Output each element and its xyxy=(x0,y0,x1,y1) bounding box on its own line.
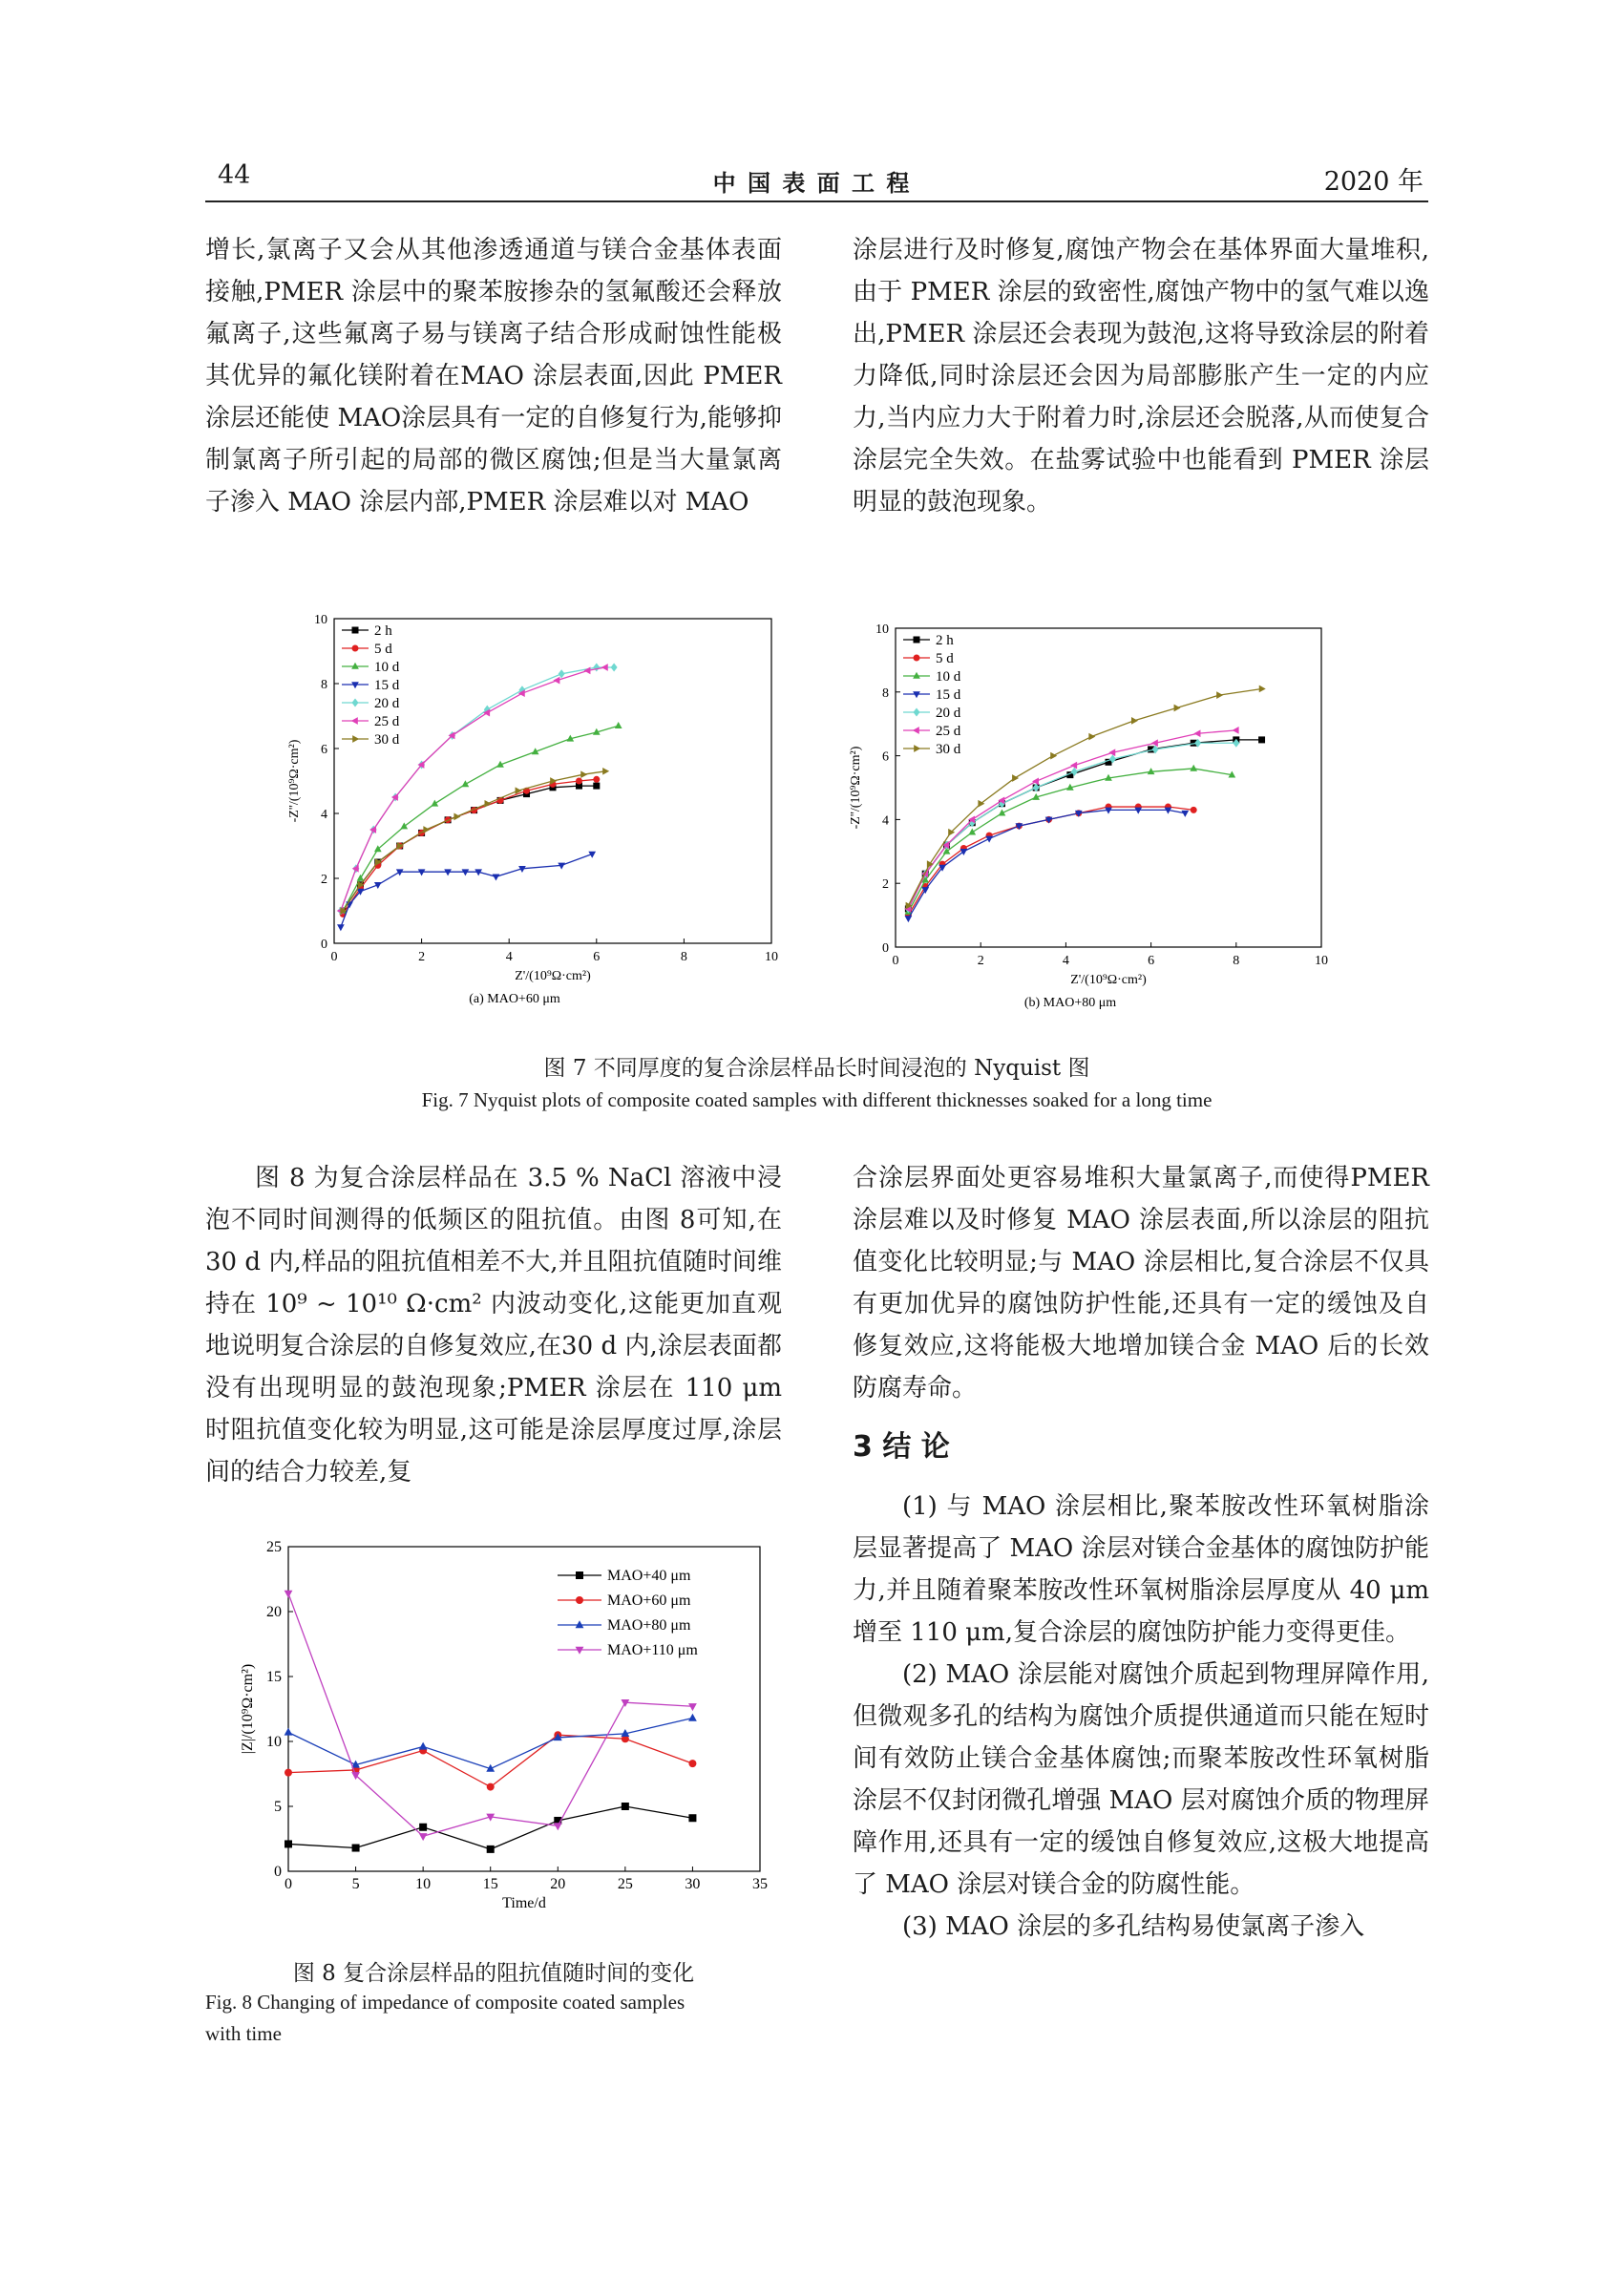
data-point xyxy=(688,1714,697,1721)
y-tick-label: 0 xyxy=(321,938,327,952)
panel-label: (b) MAO+80 μm xyxy=(1023,996,1117,1010)
data-point xyxy=(485,800,492,808)
legend-label: 5 d xyxy=(936,651,954,666)
y-tick-label: 5 xyxy=(274,1799,282,1815)
legend-label: 20 d xyxy=(936,706,961,721)
legend-marker xyxy=(351,663,359,669)
data-point xyxy=(576,778,582,785)
data-point xyxy=(622,1803,629,1810)
x-tick-label: 0 xyxy=(285,1876,292,1892)
legend-marker xyxy=(576,1596,583,1604)
data-point xyxy=(419,1824,427,1831)
y-tick-label: 0 xyxy=(274,1864,282,1880)
data-point xyxy=(285,1591,293,1598)
x-tick-label: 10 xyxy=(1315,954,1328,968)
y-tick-label: 0 xyxy=(882,941,889,956)
panel-label: (a) MAO+60 μm xyxy=(469,992,560,1006)
x-tick-label: 4 xyxy=(505,950,513,964)
x-tick-label: 10 xyxy=(765,950,778,964)
data-point xyxy=(554,1823,562,1830)
impedance-chart xyxy=(220,1537,783,1948)
legend-label: 10 d xyxy=(374,660,400,675)
data-point xyxy=(423,826,430,833)
legend-marker xyxy=(352,735,359,743)
legend-label: MAO+80 μm xyxy=(607,1617,691,1634)
paragraph: 图 8 为复合涂层样品在 3.5 % NaCl 溶液中浸泡不同时间测得的低频区的阻抗值。由图 8可知,在 30 d 内,样品的阻抗值相差不大,并且阻抗值随时间维持在 10⁹ ~ 10¹⁰ Ω·cm² 内波动变化,这能更加直观地说明复合涂层的自修复效应,在30 d 内,涂层表面都没有出现明显的鼓泡现象;PMER 涂层在 110 μm 时阻抗值变化较为明显,这可能是涂层厚度过厚,涂层间的结合力较差,复 xyxy=(205,1164,782,1487)
x-tick-label: 2 xyxy=(418,950,426,964)
data-point xyxy=(337,924,345,931)
legend-label: 20 d xyxy=(374,696,400,711)
data-point xyxy=(462,869,470,875)
conclusion-2: (2) MAO 涂层能对腐蚀介质起到物理屏障作用,但微观多孔的结构为腐蚀介质提供通道而只能在短时间有效防止镁合金基体腐蚀;而聚苯胺改性环氧树脂涂层不仅封闭微孔增强 MAO 层对腐蚀介质的物理屏障作用,还具有一定的缓蚀自修复效应,这极大地提高了 MAO 涂层对镁合金的防腐性能。 xyxy=(853,1660,1429,1899)
legend-label: 30 d xyxy=(374,732,400,748)
y-axis-label: -Z''/(10⁹Ω·cm²) xyxy=(287,739,302,823)
y-tick-label: 2 xyxy=(882,877,889,893)
data-point xyxy=(487,1846,495,1853)
legend-label: 2 h xyxy=(936,633,954,648)
y-tick-label: 4 xyxy=(321,808,327,822)
fig7-caption-cn: 图 7 不同厚度的复合涂层样品长时间浸泡的 Nyquist 图 xyxy=(543,1056,1090,1081)
data-point xyxy=(1131,717,1138,725)
legend-marker xyxy=(351,717,358,725)
legend-label: 2 h xyxy=(374,623,392,639)
data-point xyxy=(285,1840,292,1847)
data-point xyxy=(688,1814,696,1822)
data-point xyxy=(905,916,913,922)
x-tick-label: 10 xyxy=(415,1876,432,1892)
data-point xyxy=(396,869,404,875)
y-tick-label: 10 xyxy=(266,1734,282,1750)
data-point xyxy=(285,1769,292,1777)
legend-label: 25 d xyxy=(374,714,400,729)
data-point xyxy=(688,1760,696,1767)
x-axis-label: Z'/(10⁹Ω·cm²) xyxy=(515,969,591,983)
y-tick-label: 4 xyxy=(882,813,889,829)
x-tick-label: 8 xyxy=(680,950,687,964)
x-axis-label: Time/d xyxy=(502,1895,546,1911)
legend-marker xyxy=(352,645,359,652)
legend-label: MAO+60 μm xyxy=(607,1592,691,1609)
x-tick-label: 6 xyxy=(593,950,601,964)
legend-label: 5 d xyxy=(374,642,392,657)
fig8-caption-cn: 图 8 复合涂层样品的阻抗值随时间的变化 xyxy=(292,1961,695,1986)
data-point xyxy=(352,1845,360,1852)
y-tick-label: 25 xyxy=(266,1539,282,1555)
data-point xyxy=(583,667,590,675)
data-point xyxy=(1070,762,1077,770)
data-point xyxy=(968,829,976,835)
data-point xyxy=(553,677,559,685)
y-axis-label: |Z|/(10⁹Ω·cm²) xyxy=(240,1663,256,1755)
data-point xyxy=(1259,686,1266,693)
legend-label: 30 d xyxy=(936,742,961,757)
series-line xyxy=(288,1719,692,1769)
series-line xyxy=(908,740,1261,909)
legend-label: 15 d xyxy=(936,687,961,703)
data-point xyxy=(611,663,618,671)
paragraph: 增长,氯离子又会从其他渗透通道与镁合金基体表面接触,PMER 涂层中的聚苯胺掺杂的氢氟酸还会释放氟离子,这些氟离子易与镁离子结合形成耐蚀性能极其优异的氟化镁附着在MAO 涂层表面,因此 PMER 涂层还能使 MAO涂层具有一定的自修复行为,能够抑制氯离子所引起的局部的微区腐蚀;但是当大量氯离子渗入 MAO 涂层内部,PMER 涂层难以对 MAO xyxy=(205,236,782,517)
legend-label: 25 d xyxy=(936,724,961,739)
data-point xyxy=(462,780,470,787)
nyquist-chart-a xyxy=(277,609,812,1029)
data-point xyxy=(1190,765,1197,771)
data-point xyxy=(601,664,608,671)
data-point xyxy=(1258,736,1265,743)
legend-marker xyxy=(913,727,919,734)
data-point xyxy=(559,669,565,678)
conclusion-1: (1) 与 MAO 涂层相比,聚苯胺改性环氧树脂涂层显著提高了 MAO 涂层对镁合金基体的腐蚀防护能力,并且随着聚苯胺改性环氧树脂涂层厚度从 40 μm 增至 110 μm,复合涂层的腐蚀防护能力变得更佳。 xyxy=(853,1492,1429,1647)
x-tick-label: 8 xyxy=(1233,954,1240,968)
data-point xyxy=(688,1703,697,1711)
data-point xyxy=(960,849,968,855)
data-point xyxy=(1032,777,1039,785)
left-column-mid xyxy=(205,1157,782,1493)
x-tick-label: 0 xyxy=(330,950,338,964)
legend-label: 10 d xyxy=(936,669,961,685)
legend-marker xyxy=(914,745,920,752)
data-point xyxy=(444,869,452,875)
y-tick-label: 15 xyxy=(266,1669,282,1685)
y-tick-label: 8 xyxy=(882,686,889,701)
y-tick-label: 10 xyxy=(314,613,327,627)
series-line xyxy=(908,810,1185,918)
x-tick-label: 20 xyxy=(550,1876,566,1892)
legend-marker xyxy=(913,691,920,698)
data-point xyxy=(593,663,600,671)
x-tick-label: 15 xyxy=(482,1876,498,1892)
legend-marker xyxy=(352,627,359,634)
journal-title: 中 国 表 面 工 程 xyxy=(712,170,912,197)
data-point xyxy=(1012,774,1019,782)
legend-marker xyxy=(576,1571,583,1579)
data-point xyxy=(1174,705,1181,712)
right-column-mid xyxy=(853,1157,1429,1948)
data-point xyxy=(1088,733,1095,741)
legend-marker xyxy=(914,707,920,716)
x-tick-label: 6 xyxy=(1148,954,1155,968)
nyquist-chart-b xyxy=(840,619,1337,1029)
y-tick-label: 10 xyxy=(875,622,889,637)
right-column-top xyxy=(853,229,1429,523)
x-tick-label: 2 xyxy=(977,954,984,968)
data-point xyxy=(285,1728,293,1736)
data-point xyxy=(615,722,622,728)
data-point xyxy=(1191,807,1197,813)
data-point xyxy=(1134,808,1142,814)
y-tick-label: 8 xyxy=(321,678,327,692)
paragraph: 合涂层界面处更容易堆积大量氯离子,而使得PMER 涂层难以及时修复 MAO 涂层表面,所以涂层的阻抗值变化比较明显;与 MAO 涂层相比,复合涂层不仅具有更加优异的腐蚀防护性能,还具有一定的缓蚀及自修复效应,这将能极大地增加镁合金 MAO 后的长效防腐寿命。 xyxy=(853,1164,1429,1403)
legend-label: MAO+110 μm xyxy=(607,1642,698,1658)
series-line xyxy=(288,1806,692,1849)
legend-marker xyxy=(576,1620,584,1628)
data-point xyxy=(580,770,587,778)
data-point xyxy=(593,776,600,783)
data-point xyxy=(1216,691,1223,699)
legend-label: 15 d xyxy=(374,678,400,693)
y-tick-label: 20 xyxy=(266,1604,282,1620)
x-tick-label: 25 xyxy=(617,1876,633,1892)
y-tick-label: 6 xyxy=(321,743,327,757)
data-point xyxy=(1233,727,1239,734)
x-tick-label: 5 xyxy=(351,1876,360,1892)
x-axis-label: Z'/(10⁹Ω·cm²) xyxy=(1070,973,1147,987)
page-number: 44 xyxy=(218,160,251,190)
data-point xyxy=(487,1783,495,1791)
y-axis-label: -Z''/(10⁹Ω·cm²) xyxy=(849,746,863,830)
y-tick-label: 2 xyxy=(321,873,327,887)
series-line xyxy=(343,786,597,911)
series-line xyxy=(343,771,605,911)
data-point xyxy=(419,1833,428,1841)
x-tick-label: 4 xyxy=(1062,954,1069,968)
legend-marker xyxy=(352,698,359,707)
left-column-top xyxy=(205,229,782,523)
data-point xyxy=(357,875,365,881)
fig7-caption-en: Fig. 7 Nyquist plots of composite coated samples with different thicknesses soaked for a long time xyxy=(421,1088,1213,1111)
series-line xyxy=(908,688,1261,905)
x-tick-label: 30 xyxy=(685,1876,701,1892)
data-point xyxy=(1151,739,1158,747)
legend-marker xyxy=(576,1647,584,1655)
fig8-caption-en-1: Fig. 8 Changing of impedance of composite coated samples xyxy=(205,1991,685,2014)
data-point xyxy=(1050,752,1057,760)
legend-marker xyxy=(351,682,359,688)
data-point xyxy=(1181,811,1189,817)
x-tick-label: 0 xyxy=(892,954,899,968)
section-title: 3 结 论 xyxy=(853,1430,950,1464)
year: 2020 年 xyxy=(1323,167,1424,197)
legend-marker xyxy=(914,655,920,662)
legend-marker xyxy=(913,672,920,679)
data-point xyxy=(431,800,438,807)
data-point xyxy=(400,822,408,829)
x-tick-label: 35 xyxy=(752,1876,768,1892)
data-point xyxy=(493,875,500,881)
conclusion-3: (3) MAO 涂层的多孔结构易使氯离子渗入 xyxy=(902,1912,1365,1941)
data-point xyxy=(418,869,426,875)
data-point xyxy=(419,1742,428,1750)
header-rule xyxy=(205,200,1428,202)
data-point xyxy=(593,783,600,790)
data-point xyxy=(1108,749,1115,756)
y-tick-label: 6 xyxy=(882,749,889,765)
series-line xyxy=(343,726,619,911)
fig8-caption-en-2: with time xyxy=(205,2022,282,2045)
data-point xyxy=(453,813,460,821)
legend-marker xyxy=(914,637,920,643)
data-point xyxy=(602,768,609,775)
legend-label: MAO+40 μm xyxy=(607,1568,691,1584)
data-point xyxy=(1193,729,1200,737)
paragraph: 涂层进行及时修复,腐蚀产物会在基体界面大量堆积,由于 PMER 涂层的致密性,腐蚀产物中的氢气难以逸出,PMER 涂层还会表现为鼓泡,这将导致涂层的附着力降低,同时涂层还会因为局部膨胀产生一定的内应力,当内应力大于附着力时,涂层还会脱落,从而使复合涂层完全失效。在盐雾试验中也能看到 PMER 涂层明显的鼓泡现象。 xyxy=(853,236,1429,517)
